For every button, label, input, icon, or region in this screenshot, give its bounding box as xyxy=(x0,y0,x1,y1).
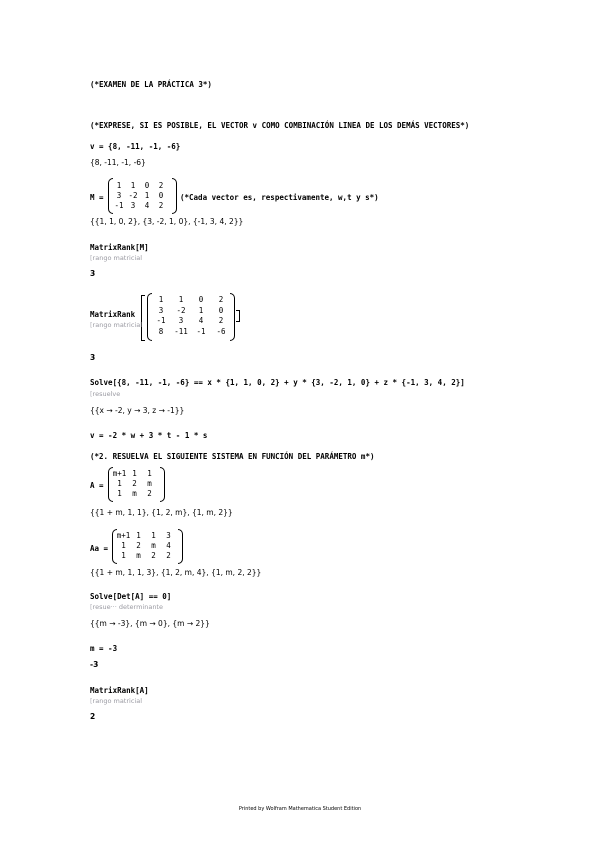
matrix-cell: 1 xyxy=(198,305,204,315)
matrix-row xyxy=(112,191,168,200)
matrix-cell: 2 xyxy=(132,479,137,488)
matrix-row xyxy=(112,469,157,478)
matrix-cell: 2 xyxy=(158,201,164,210)
matrix-cell: 1 xyxy=(132,469,137,478)
output-m-value: -3 xyxy=(90,660,99,669)
matrix-M-right-paren xyxy=(172,178,177,214)
matrix-row xyxy=(151,327,231,336)
matrix-cell: -2 xyxy=(128,191,138,200)
matrix-cell: 2 xyxy=(151,551,156,560)
input-matrixrank-A[interactable]: MatrixRank[A] xyxy=(90,686,149,695)
matrix-row xyxy=(116,531,176,540)
hint-rango-matricial-3: [ rango matricial xyxy=(90,697,142,706)
matrix-row xyxy=(112,201,168,210)
hint-resuelve-determinante: [ resue··· determinante xyxy=(90,603,163,612)
matrix-cell: 4 xyxy=(144,201,150,210)
matrix-cell: 2 xyxy=(166,551,171,560)
matrix-cell: 8 xyxy=(158,326,164,336)
matrix-cell: 3 xyxy=(178,316,184,325)
matrix-row xyxy=(151,306,231,315)
matrix-cell: 2 xyxy=(158,181,164,190)
output-Aa: {{1 + m, 1, 1, 3}, {1, 2, m, 4}, {1, m, 2, 2}} xyxy=(90,568,262,577)
matrix-cell: 1 xyxy=(116,181,122,190)
matrix-row xyxy=(151,295,231,304)
matrix-cell: 0 xyxy=(144,181,150,190)
matrix-cell: 1 xyxy=(151,531,156,540)
matrix-M2-right-paren xyxy=(230,293,235,341)
matrix-row xyxy=(112,479,157,488)
footer-printed-by: Printed by Wolfram Mathematica Student Edition xyxy=(238,806,362,812)
matrix-cell: 3 xyxy=(166,531,171,540)
matrix-cell: 4 xyxy=(198,316,204,325)
hint-rango-matricial: [ rango matricial xyxy=(90,254,142,263)
matrix-row xyxy=(151,316,231,325)
matrix-cell: 3 xyxy=(130,201,136,210)
matrix-cell: -1 xyxy=(196,326,206,336)
matrix-row xyxy=(116,541,176,550)
matrix-cell: -2 xyxy=(176,305,186,315)
matrix-Aa-right-paren xyxy=(178,529,183,564)
matrix-cell: 1 xyxy=(178,295,184,304)
output-solve-combination: {{x → -2, y → 3, z → -1}} xyxy=(90,406,185,415)
matrix-cell: -11 xyxy=(174,326,188,336)
matrix-cell: -6 xyxy=(216,326,226,336)
output-v: {8, -11, -1, -6} xyxy=(90,158,146,167)
input-v[interactable]: v = {8, -11, -1, -6} xyxy=(90,142,181,151)
matrix-row xyxy=(112,181,168,190)
bracket-right xyxy=(236,310,240,322)
matrix-cell: 4 xyxy=(166,541,171,550)
matrix-row xyxy=(112,489,157,498)
matrix-row xyxy=(116,551,176,560)
bracket-left xyxy=(141,295,145,341)
hint-rango-matricial-2: [ rango matricial xyxy=(90,321,142,330)
output-solve-det: {{m → -3}, {m → 0}, {m → 2}} xyxy=(90,619,210,628)
matrix-cell: 3 xyxy=(158,305,164,315)
matrix-cell: 2 xyxy=(218,295,224,304)
matrix-M-comment: (*Cada vector es, respectivamente, w,t y s*) xyxy=(180,193,379,202)
output-rank-A: 2 xyxy=(90,712,96,721)
matrix-cell: 1 xyxy=(121,551,126,560)
matrix-cell: m xyxy=(132,489,137,498)
matrix-cell: 3 xyxy=(116,191,122,200)
matrix-cell: 2 xyxy=(136,541,141,550)
exam-title-comment: (*EXAMEN DE LA PRÁCTICA 3*) xyxy=(90,80,212,89)
matrix-cell: 0 xyxy=(158,191,164,200)
matrix-cell: 1 xyxy=(144,191,150,200)
matrix-A-right-paren xyxy=(160,467,165,502)
matrix-cell: m+1 xyxy=(116,531,131,540)
input-Aa-prefix[interactable]: Aa = xyxy=(90,544,109,553)
matrix-cell: 1 xyxy=(117,479,122,488)
exercise-2-comment: (*2. RESUELVA EL SIGUIENTE SISTEMA EN FUNCIÓN DEL PARÁMETRO m*) xyxy=(90,452,375,461)
matrix-cell: 1 xyxy=(117,489,122,498)
matrix-cell: -1 xyxy=(156,316,166,325)
matrix-cell: m xyxy=(151,541,156,550)
matrix-cell: -1 xyxy=(114,201,124,210)
exercise-1-comment: (*EXPRESE, SI ES POSIBLE, EL VECTOR v COMO COMBINACIÓN LINEA DE LOS DEMÁS VECTORES*) xyxy=(90,121,470,130)
output-rank-M2: 3 xyxy=(90,353,96,362)
output-A: {{1 + m, 1, 1}, {1, 2, m}, {1, m, 2}} xyxy=(90,508,233,517)
matrix-cell: 1 xyxy=(147,469,152,478)
matrix-cell: 1 xyxy=(136,531,141,540)
input-matrixrank-M[interactable]: MatrixRank[M] xyxy=(90,243,149,252)
output-rank-M: 3 xyxy=(90,269,96,278)
matrix-cell: 0 xyxy=(218,305,224,315)
matrix-cell: m+1 xyxy=(112,469,127,478)
matrix-cell: m xyxy=(136,551,141,560)
matrix-cell: 2 xyxy=(218,316,224,325)
matrix-cell: 1 xyxy=(158,295,164,304)
input-v-combination[interactable]: v = -2 * w + 3 * t - 1 * s xyxy=(90,431,208,440)
input-solve-combination[interactable]: Solve[{8, -11, -1, -6} == x * {1, 1, 0, 2} + y * {3, -2, 1, 0} + z * {-1, 3, 4, 2}] xyxy=(90,378,465,387)
matrix-cell: m xyxy=(147,479,152,488)
matrix-cell: 0 xyxy=(198,295,204,304)
matrix-cell: 1 xyxy=(121,541,126,550)
matrix-cell: 2 xyxy=(147,489,152,498)
output-M: {{1, 1, 0, 2}, {3, -2, 1, 0}, {-1, 3, 4, 2}} xyxy=(90,217,244,226)
input-m-value[interactable]: m = -3 xyxy=(90,644,118,653)
input-A-prefix[interactable]: A = xyxy=(90,481,104,490)
input-M-prefix[interactable]: M = xyxy=(90,193,104,202)
hint-resuelve: [ resuelve xyxy=(90,390,120,399)
input-matrixrank-M2-prefix[interactable]: MatrixRank xyxy=(90,310,136,319)
input-solve-det[interactable]: Solve[Det[A] == 0] xyxy=(90,592,172,601)
matrix-cell: 1 xyxy=(130,181,136,190)
